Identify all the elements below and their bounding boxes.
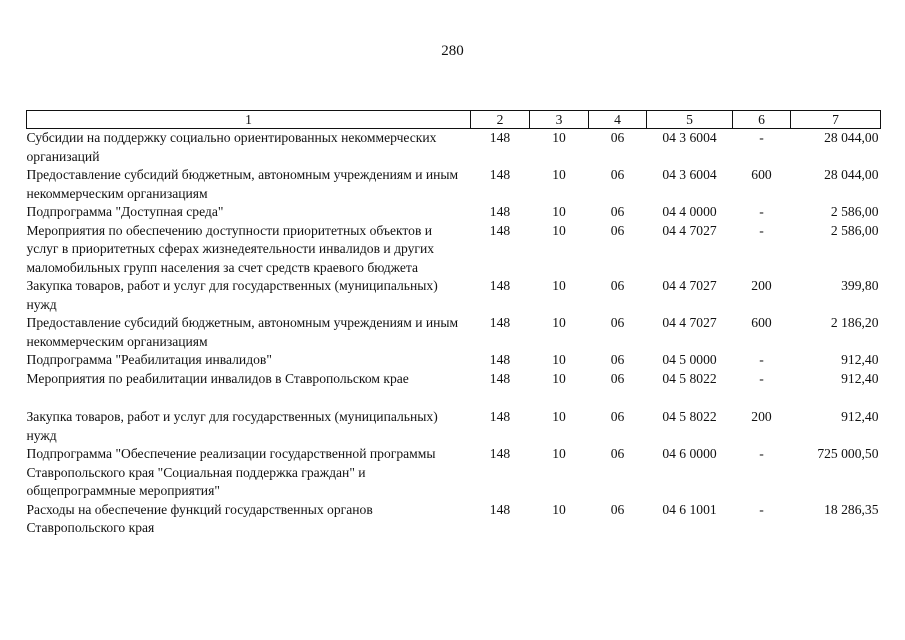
expense-name: Предоставление субсидий бюджетным, автономным учреждениям и иным некоммерческим организациям	[26, 315, 459, 349]
column-header: 1	[27, 111, 471, 129]
expense-type-code: -	[759, 501, 764, 517]
expense-name: Предоставление субсидий бюджетным, автономным учреждениям и иным некоммерческим организациям	[26, 167, 459, 201]
ministry-code: 148	[489, 222, 511, 238]
table-row	[27, 501, 881, 538]
section-code: 10	[552, 501, 566, 517]
header-row	[27, 111, 881, 129]
expense-name: Субсидии на поддержку социально ориентированных некоммерческих организаций	[26, 130, 437, 164]
expense-type-code: 200	[751, 409, 772, 424]
section-code: 10	[552, 130, 566, 145]
spacer-cell	[27, 388, 881, 408]
ministry-code: 148	[489, 204, 511, 219]
target-item-code: 04 3 6004	[662, 130, 717, 145]
subsection-code: 06	[610, 501, 625, 517]
table-row	[27, 351, 881, 370]
ministry-code: 148	[489, 446, 511, 461]
amount: 18 286,35	[824, 501, 879, 517]
column-header: 3	[530, 111, 589, 129]
amount: 912,40	[841, 370, 879, 386]
section-code: 10	[552, 370, 566, 386]
subsection-code: 06	[610, 315, 625, 330]
section-code: 10	[552, 409, 566, 424]
section-code: 10	[552, 222, 566, 238]
column-header: 5	[647, 111, 733, 129]
target-item-code: 04 4 7027	[662, 315, 717, 330]
target-item-code: 04 5 8022	[662, 409, 717, 424]
subsection-code: 06	[610, 222, 625, 238]
amount: 2 586,00	[830, 204, 879, 219]
amount: 912,40	[841, 409, 879, 424]
table-row	[27, 129, 881, 167]
page-number: 280	[441, 43, 464, 59]
subsection-code: 06	[610, 352, 625, 367]
expense-type-code: -	[759, 204, 764, 219]
target-item-code: 04 4 0000	[662, 204, 717, 219]
section-code: 10	[552, 204, 566, 219]
section-code: 10	[552, 352, 566, 367]
amount: 28 044,00	[824, 130, 879, 145]
expense-name: Мероприятия по реабилитации инвалидов в Ставропольском крае	[26, 370, 409, 386]
subsection-code: 06	[610, 130, 625, 145]
budget-table	[26, 110, 881, 538]
ministry-code: 148	[489, 130, 511, 145]
table-row	[27, 408, 881, 445]
section-code: 10	[552, 167, 566, 182]
amount: 2 586,00	[830, 222, 879, 238]
target-item-code: 04 5 0000	[662, 352, 717, 367]
ministry-code: 148	[489, 167, 511, 182]
subsection-code: 06	[610, 278, 625, 293]
target-item-code: 04 3 6004	[662, 167, 717, 182]
amount: 399,80	[841, 278, 879, 293]
subsection-code: 06	[610, 167, 625, 182]
table-row	[27, 166, 881, 203]
expense-name: Мероприятия по обеспечению доступности приоритетных объектов и услуг в приоритетных сферах жизнедеятельности инвалидов и других маломобильных групп населения за счет средств краевого бюджета	[26, 222, 435, 275]
target-item-code: 04 4 7027	[662, 222, 717, 238]
column-header: 2	[471, 111, 530, 129]
subsection-code: 06	[610, 204, 625, 219]
expense-type-code: -	[759, 130, 764, 145]
amount: 725 000,50	[817, 446, 879, 461]
expense-name: Подпрограмма "Реабилитация инвалидов"	[26, 352, 272, 367]
expense-name: Закупка товаров, работ и услуг для государственных (муниципальных) нужд	[26, 278, 438, 312]
expense-type-code: -	[759, 446, 764, 461]
expense-type-code: -	[759, 352, 764, 367]
column-header: 7	[791, 111, 881, 129]
expense-name: Закупка товаров, работ и услуг для государственных (муниципальных) нужд	[26, 409, 438, 443]
table-row	[27, 222, 881, 278]
ministry-code: 148	[489, 278, 511, 293]
expense-name: Подпрограмма "Обеспечение реализации государственной программы Ставропольского края "Социальная поддержка граждан" и общепрограммные мероприятия"	[26, 446, 436, 498]
table-row	[27, 370, 881, 389]
subsection-code: 06	[610, 409, 625, 424]
ministry-code: 148	[489, 501, 511, 517]
subsection-code: 06	[610, 370, 625, 386]
column-header: 4	[589, 111, 647, 129]
section-code: 10	[552, 278, 566, 293]
expense-type-code: -	[759, 222, 764, 238]
target-item-code: 04 5 8022	[662, 370, 717, 386]
expense-type-code: 200	[751, 278, 772, 293]
ministry-code: 148	[489, 409, 511, 424]
table-row	[27, 277, 881, 314]
ministry-code: 148	[489, 352, 511, 367]
spacer-row	[27, 388, 881, 408]
amount: 912,40	[841, 352, 879, 367]
expense-type-code: 600	[751, 315, 772, 330]
target-item-code: 04 4 7027	[662, 278, 717, 293]
target-item-code: 04 6 0000	[662, 446, 717, 461]
ministry-code: 148	[489, 315, 511, 330]
section-code: 10	[552, 315, 566, 330]
column-header: 6	[733, 111, 791, 129]
amount: 2 186,20	[830, 315, 879, 330]
table-row	[27, 203, 881, 222]
target-item-code: 04 6 1001	[662, 501, 717, 517]
expense-name: Подпрограмма "Доступная среда"	[26, 204, 224, 219]
ministry-code: 148	[489, 370, 511, 386]
subsection-code: 06	[610, 446, 625, 461]
table-row	[27, 445, 881, 501]
expense-type-code: -	[759, 370, 764, 386]
section-code: 10	[552, 446, 566, 461]
table-row	[27, 314, 881, 351]
expense-type-code: 600	[751, 167, 772, 182]
amount: 28 044,00	[824, 167, 879, 182]
expense-name: Расходы на обеспечение функций государственных органов Ставропольского края	[26, 501, 373, 535]
